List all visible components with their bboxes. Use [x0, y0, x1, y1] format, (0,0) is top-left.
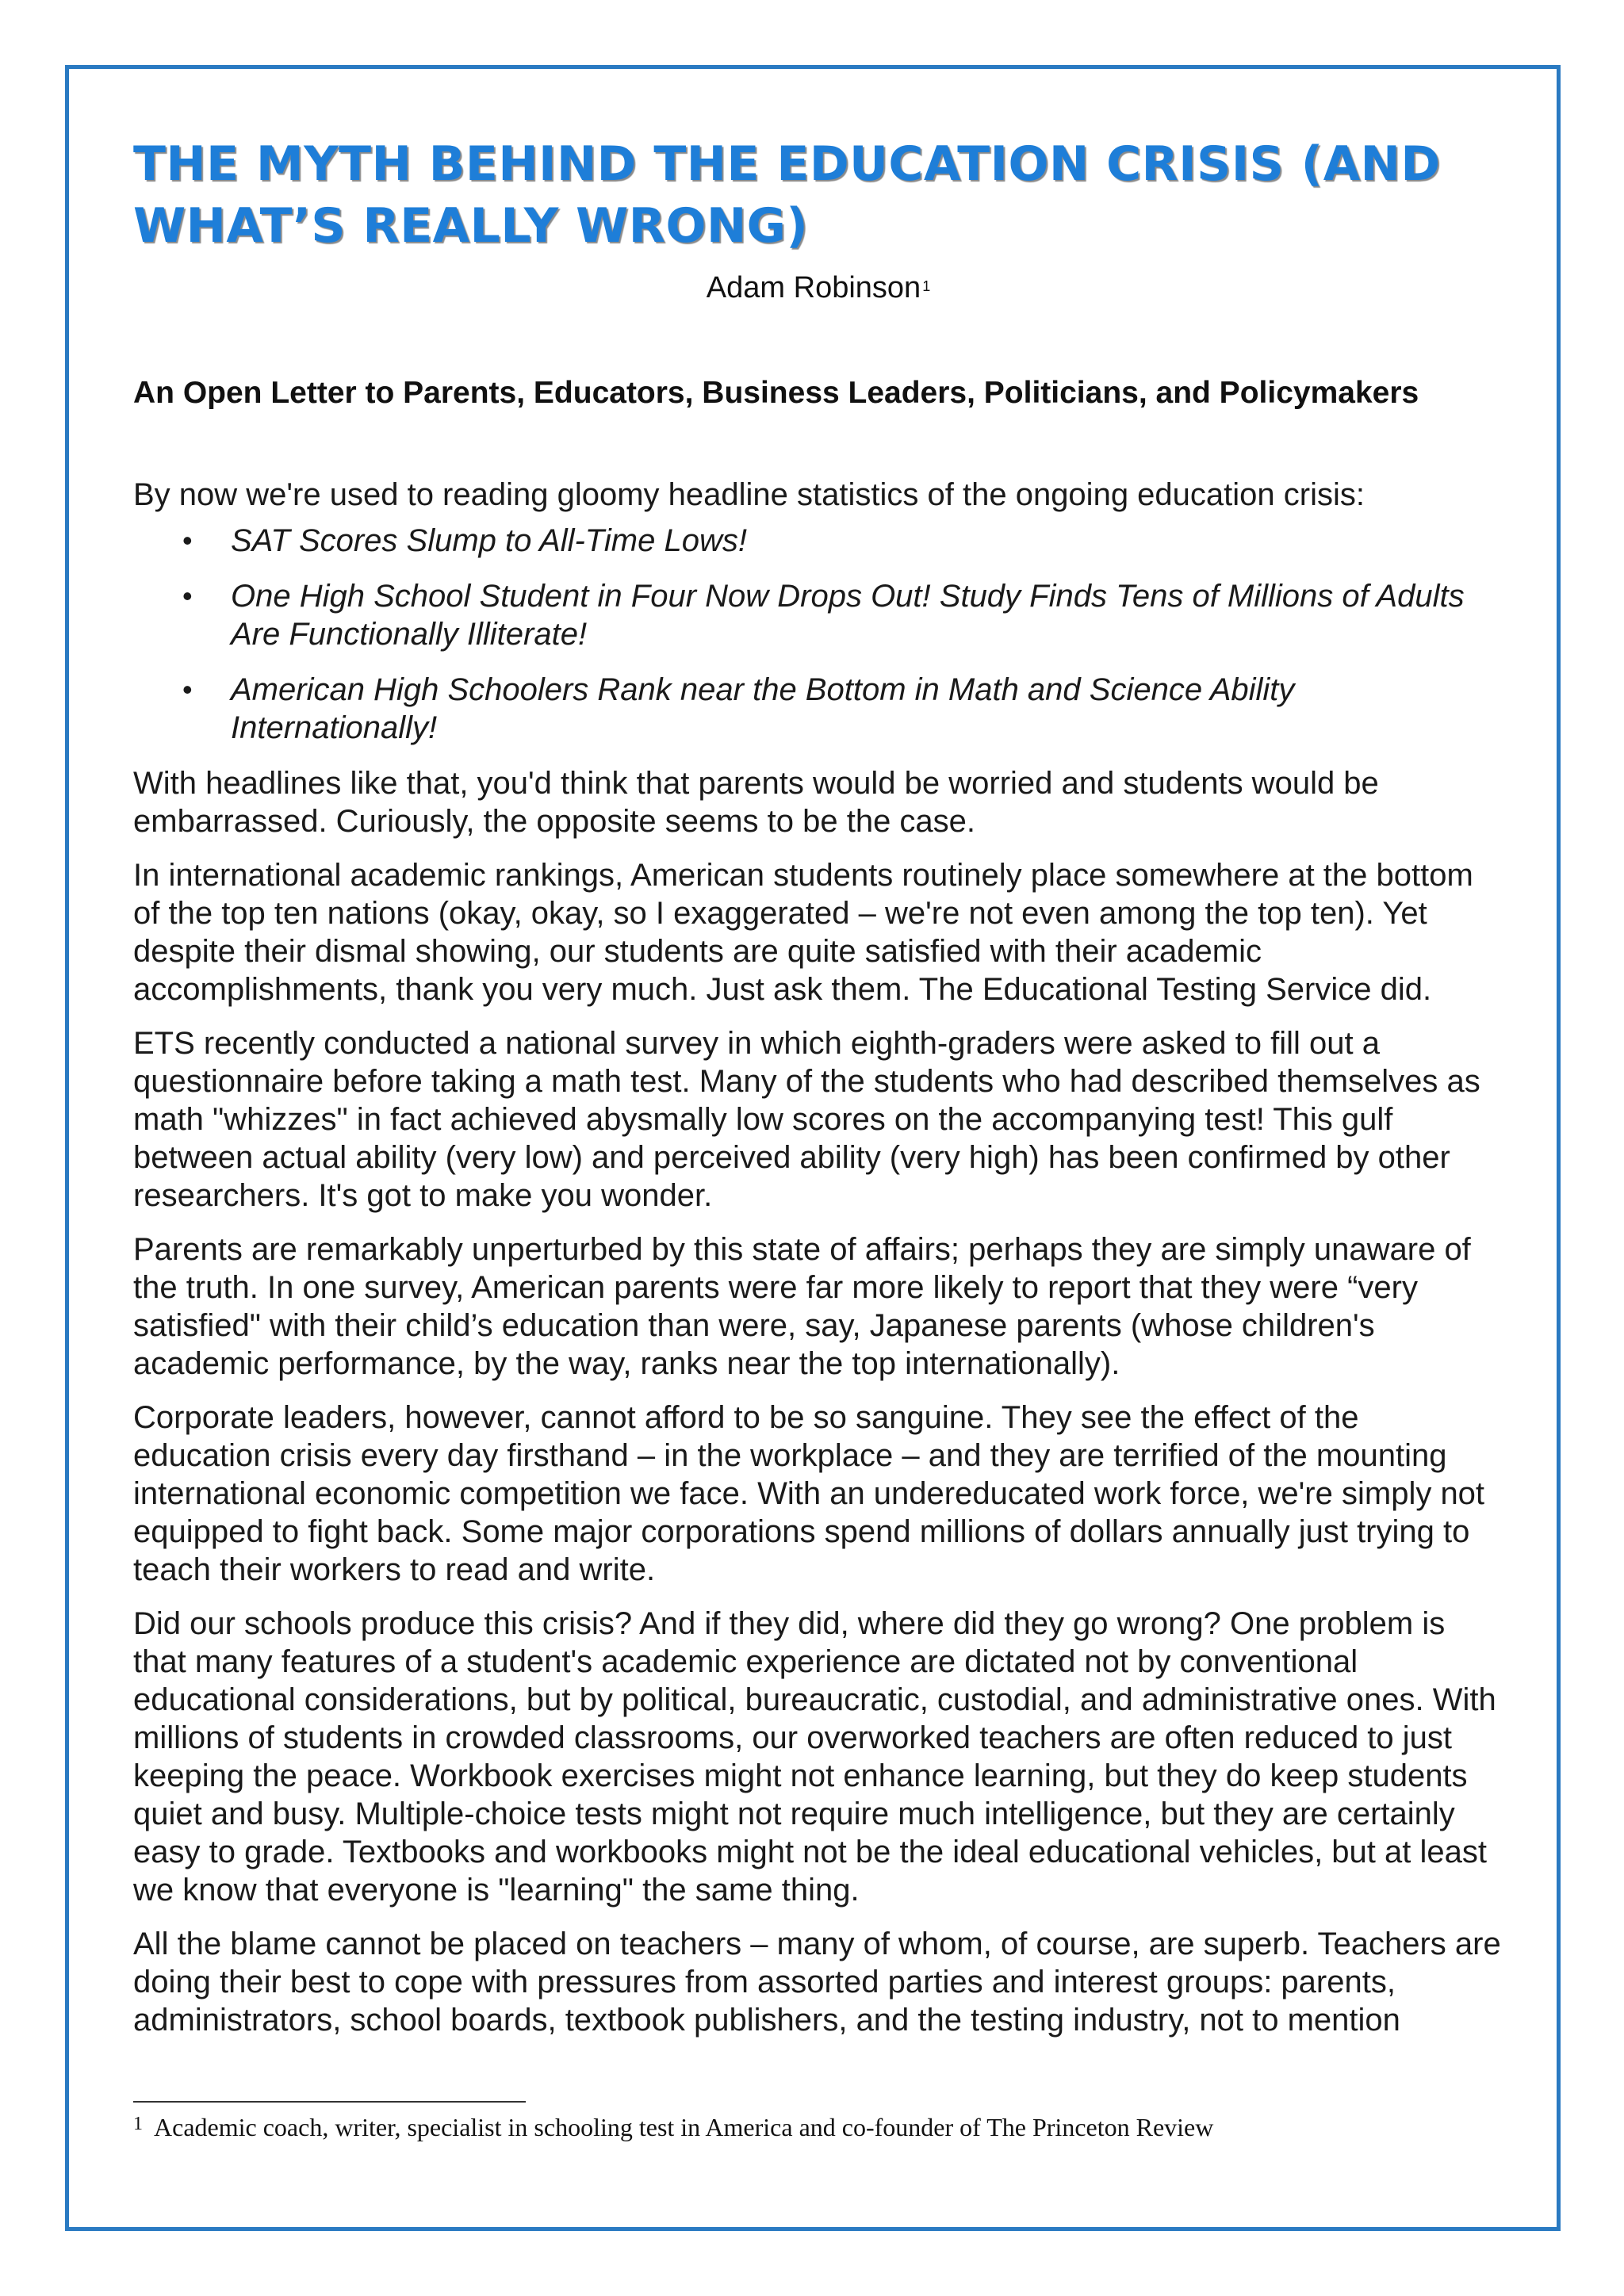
bullet-icon: • — [182, 580, 193, 612]
bullet-icon: • — [182, 673, 193, 706]
author-line — [133, 268, 1503, 308]
body-paragraph: Corporate leaders, however, cannot afford to be so sanguine. They see the effect of the education crisis every day firsthand – in the workplace – and they are terrified of the mounting international economic competition we face. With an undereducated work force, we're simply not equipped to fight back. Some major corporations spend millions of dollars annually just trying to teach their workers to read and write. — [133, 1400, 1485, 1587]
body-paragraph: Parents are remarkably unperturbed by this state of affairs; perhaps they are simply unaware of the truth. In one survey, American parents were far more likely to report that they were “very satisfied" with their child’s education than were, say, Japanese parents (whose children's academic performance, by the way, ranks near the top internationally). — [133, 1232, 1471, 1381]
headline-text: SAT Scores Slump to All-Time Lows! — [231, 523, 747, 558]
document-content — [133, 133, 1503, 2055]
list-item — [133, 522, 1503, 560]
bullet-icon: • — [182, 524, 193, 557]
list-item — [133, 577, 1503, 653]
body-paragraph: ETS recently conducted a national survey in which eighth-graders were asked to fill out a questionnaire before taking a math test. Many of the students who had described themselves as math "whizzes" in fact achieved abysmally low scores on the accompanying test! This gulf between actual ability (very low) and perceived ability (very high) has been confirmed by other researchers. It's got to make you wonder. — [133, 1026, 1480, 1213]
document-subtitle: An Open Letter to Parents, Educators, Business Leaders, Politicians, and Policymakers — [133, 376, 1419, 410]
footnote — [133, 2110, 1503, 2144]
headline-list — [133, 522, 1503, 747]
body-paragraph: Did our schools produce this crisis? And if they did, where did they go wrong? One problem is that many features of a student's academic experience are dictated not by conventional educational considerations, but by political, bureaucratic, custodial, and administrative ones. With millions of students in crowded classrooms, our overworked teachers are often reduced to just keeping the peace. Workbook exercises might not enhance learning, but they do keep students quiet and busy. Multiple-choice tests might not require much intelligence, but they are certainly easy to grade. Textbooks and workbooks might not be the ideal educational vehicles, but at least we know that everyone is "learning" the same thing. — [133, 1606, 1496, 1908]
footnote-divider — [133, 2101, 526, 2103]
body-paragraph: In international academic rankings, American students routinely place somewhere at the bottom of the top ten nations (okay, okay, so I exaggerated – we're not even among the top ten). Yet despite their dismal showing, our students are quite satisfied with their academic accomplishments, thank you very much. Just ask them. The Educational Testing Service did. — [133, 858, 1473, 1007]
document-title: THE MYTH BEHIND THE EDUCATION CRISIS (AND WHAT’S REALLY WRONG) — [133, 136, 1441, 254]
body-text — [133, 764, 1503, 2039]
author-footnote-mark: 1 — [922, 278, 931, 294]
footnote-mark: 1 — [133, 2114, 143, 2134]
body-paragraph: All the blame cannot be placed on teachers – many of whom, of course, are superb. Teachers are doing their best to cope with pressures from assorted parties and interest groups: parents, administrators, school boards, textbook publishers, and the testing industry, not to mention — [133, 1927, 1501, 2038]
list-item — [133, 671, 1503, 747]
footnote-text: Academic coach, writer, specialist in schooling test in America and co-founder of The Princeton Review — [154, 2113, 1214, 2141]
intro-paragraph: By now we're used to reading gloomy headline statistics of the ongoing education crisis: — [133, 477, 1365, 512]
author-name: Adam Robinson — [706, 271, 921, 304]
body-paragraph: With headlines like that, you'd think that parents would be worried and students would be embarrassed. Curiously, the opposite seems to be the case. — [133, 766, 1379, 839]
headline-text: American High Schoolers Rank near the Bottom in Math and Science Ability Internationally! — [231, 672, 1295, 745]
headline-text: One High School Student in Four Now Drops Out! Study Finds Tens of Millions of Adults Are Functionally Illiterate! — [231, 579, 1465, 652]
